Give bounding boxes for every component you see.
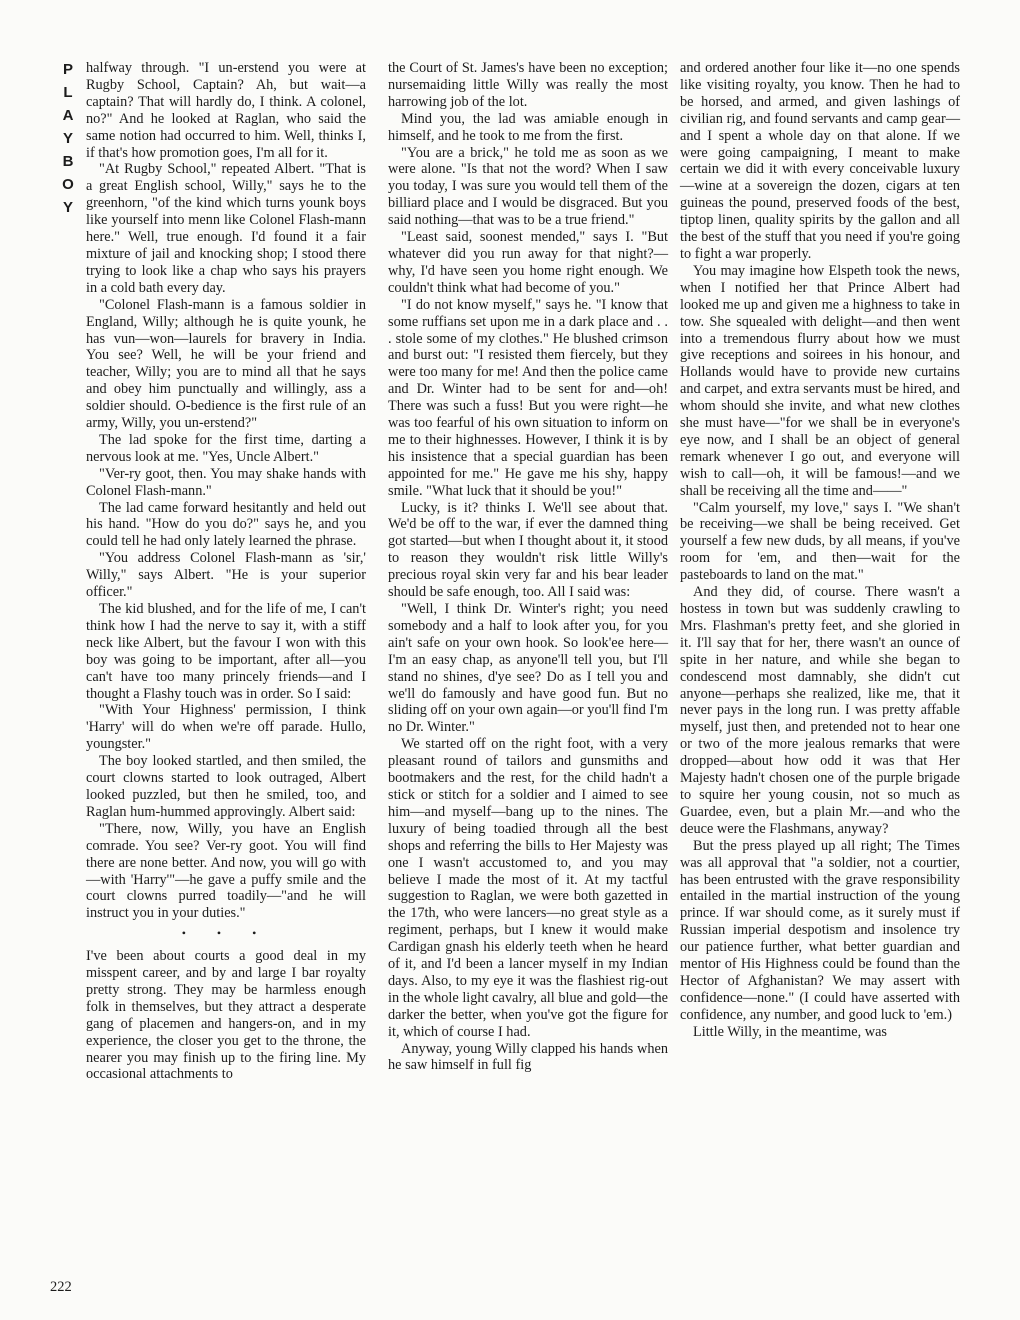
- paragraph: The kid blushed, and for the life of me, I can't think how I had the nerve to say it, with a stiff neck like Albert, but the favour I won with this boy was going to be important, after all—you can't have too many princely friends—and I thought a Flashy touch was in order. So I said:: [86, 601, 366, 702]
- magazine-name-letter: B: [62, 153, 74, 170]
- paragraph: Lucky, is it? thinks I. We'll see about that. We'd be off to the war, if ever the damned thing got started—but when I thought about it, it stood to reason they wouldn't risk little Willy's precious royal skin very far and his bear leader should be safe enough, too. All I said was:: [388, 499, 668, 601]
- paragraph: "With Your Highness' permission, I think 'Harry' will do when we're off parade. Hullo, youngster.": [86, 702, 366, 753]
- paragraph: and ordered another four like it—no one spends like visiting royalty, you know. Then he had to be horsed, and armed, and given lashings of civilian rig, and found servants and camp gear—and I spent a whole day on that alone. If we were going campaigning, I meant to make certain we did it with every conceivable luxury—wine at a sovereign the dozen, cigars at ten guineas the pound, preserved foods of the best, tiptop linen, quality spirits by the gallon and all the best of the stuff that you need if you're going to fight a war properly.: [680, 60, 960, 262]
- magazine-name-letter: L: [63, 84, 73, 101]
- magazine-name-letter: P: [62, 61, 73, 78]
- paragraph: Anyway, young Willy clapped his hands when he saw himself in full fig: [388, 1040, 668, 1074]
- paragraph: "Least said, soonest mended," says I. "But whatever did you run away for that night?—why, I'd have seen you home right enough. We couldn't think what had become of you.": [388, 229, 668, 296]
- paragraph: And they did, of course. There wasn't a hostess in town but was suddenly crawling to Mrs. Flashman's pretty feet, and she gloried in it. I'll say that for her, there wasn't an ounce of spite in her nature, and while she began to condescend most damnably, she didn't cut anyone—perhaps she realized, like me, that it never pays in the long run. I was pretty affable myself, just then, and pretended not to hear one or two of the more jealous remarks that were dropped—about how odd it was that Her Majesty hadn't chosen one of the purple brigade to squire her young cousin, not so much as Guardee, even, but a plain Mr.—and who the deuce were the Flashmans, anyway?: [680, 584, 960, 837]
- paragraph: The lad came forward hesitantly and held out his hand. "How do you do?" says he, and you could tell he had only lately learned the phrase.: [86, 499, 366, 550]
- paragraph: "There, now, Willy, you have an English comrade. You see? Ver-ry goot. You will find there are none better. And now, you will go with—with 'Harry'"—he gave a puffy smile and the court clowns purred toadily—"and he will instruct you in your duties.": [86, 820, 366, 922]
- page-number: 222: [50, 1279, 72, 1295]
- paragraph: But the press played up all right; The Times was all approval that "a soldier, not a courtier, has been entrusted with the grave responsibility entailed in the martial instruction of the young prince. If war should come, as it surely must if Russian imperial despotism and insolence try our patience further, what better guardian and mentor of His Highness could be found than the Hector of Afghanistan? We may assert with confidence—none." (I could have asserted with confidence, any number, and good luck to 'em.): [680, 837, 960, 1023]
- paragraph: We started off on the right foot, with a very pleasant round of tailors and gunsmiths and bootmakers and the rest, for the child hadn't a stick or stitch for a soldier and I aimed to see him—and myself—bang up to the nines. The luxury of being toadied through all the best shops and referring the bills to Her Majesty was one I wasn't accustomed to, and you may believe I made the most of it. At my tactful suggestion to Raglan, we were both gazetted in the 17th, who were lancers—no great style as a regiment, perhaps, but I knew it would make Cardigan gnash his elderly teeth when he heard of it, and I'd been a lancer myself in my Indian days. Also, to my eye it was the flashiest rig-out in the whole light cavalry, all blue and gold—the darker the better, when you've got the figure for it, which of course I had.: [388, 736, 668, 1040]
- paragraph: The lad spoke for the first time, darting a nervous look at me. "Yes, Uncle Albert.": [86, 431, 366, 465]
- section-break: • • •: [181, 926, 271, 941]
- paragraph: "You are a brick," he told me as soon as we were alone. "Is that not the word? When I saw you today, I was sure you would tell them of the billiard place and I would be disgraced. But you said nothing—that was to be a true friend.": [388, 144, 668, 229]
- paragraph: halfway through. "I un-erstend you were at Rugby School, Captain? Ah, but wait—a captain? That will hardly do, I think. A colonel, no?" And he looked at Raglan, who said the same notion had occurred to him. Well, thinks I, if that's how promotion goes, I'm all for it.: [86, 60, 366, 161]
- paragraph: Mind you, the lad was amiable enough in himself, and he took to me from the first.: [388, 110, 668, 144]
- paragraph: Little Willy, in the meantime, was: [693, 1023, 887, 1040]
- magazine-name-letter: Y: [62, 130, 73, 147]
- paragraph: the Court of St. James's have been no exception; nursemaiding little Willy was really the most harrowing job of the lot.: [388, 60, 668, 110]
- paragraph: "Ver-ry goot, then. You may shake hands with Colonel Flash-mann.": [86, 465, 366, 499]
- paragraph: "Colonel Flash-mann is a famous soldier in England, Willy; although he is quite younk, he has vun—won—laurels for bravery in India. You see? Well, he will be your friend and teacher, Willy; you are to mind all that he says and obey him punctually and willingly, ass a soldier should. O-bedience is the first rule of an army, Willy, you un-erstend?": [86, 296, 366, 432]
- text-column-3: [680, 60, 960, 1041]
- paragraph: The boy looked startled, and then smiled, the court clowns started to look outraged, Albert looked puzzled, but then he smiled, too, and Raglan hum-hummed approvingly. Albert said:: [86, 753, 366, 820]
- paragraph: "You address Colonel Flash-mann as 'sir,' Willy," says Albert. "He is your superior officer.": [86, 550, 366, 601]
- text-column-2: [388, 60, 668, 1074]
- paragraph: "I do not know myself," says he. "I know that some ruffians set upon me in a dark place and . . . stole some of my clothes." He blushed crimson and burst out: "I resisted them fiercely, but they were too many for me! And then the police came and Dr. Winter had to be sent for and—oh! There was such a fuss! But you were right—he was too fearful of his own situation to inform on me to their highnesses. However, I think it is by his insistence that a special guardian has been appointed for me." He gave me his shy, happy smile. "What luck that it should be you!": [388, 296, 668, 499]
- paragraph: "Calm yourself, my love," says I. "We shan't be receiving—we shall be being received. Get yourself a few new duds, by all means, if you've room for 'em, and then—wait for the pasteboards to land on the mat.": [680, 499, 960, 584]
- paragraph: I've been about courts a good deal in my misspent career, and by and large I bar royalty pretty strong. They may be harmless enough folk in themselves, but they attract a desperate gang of placemen and hangers-on, and in my experience, the closer you get to the throne, the nearer you may finish up to the firing line. My occasional attachments to: [86, 948, 366, 1083]
- magazine-name: [58, 58, 78, 219]
- paragraph: "Well, I think Dr. Winter's right; you need somebody and a half to look after you, for you ain't safe on your own hook. So look'ee here—I'm an easy chap, as anyone'll tell you, but I'll stand no shines, d'ye see? Do as I tell you and we'll do famously and have good fun. But no sliding off on your own again—or you'll find I'm no Dr. Winter.": [388, 601, 668, 736]
- magazine-name-letter: O: [62, 176, 74, 193]
- magazine-name-letter: A: [62, 107, 74, 124]
- paragraph: "At Rugby School," repeated Albert. "That is a great English school, Willy," says he to the greenhorn, "of the kind which turns younk boys like yourself into menn like Colonel Flash-mann here." Well, true enough. I'd found it a fair mixture of jail and knocking shop; I stood there trying to look like a chap who says his prayers in a cold bath every day.: [86, 161, 366, 296]
- text-column-1: [86, 60, 366, 1083]
- paragraph: You may imagine how Elspeth took the news, when I notified her that Prince Albert had looked me up and given me a highness to take in tow. She squealed with delight—and then went into a tremendous flurry about how we must give receptions and soirees in his honour, and Hollands would have to provide new curtains and carpet, and extra servants must be hired, and whom should she invite, and what new clothes she must have—"for we shall be in everyone's eye now, and I shall be an object of general remark whenever I go out, and everyone will wish to call—oh, it will be famous!—and we shall be receiving all the time and——": [680, 262, 960, 499]
- magazine-name-letter: Y: [62, 199, 73, 216]
